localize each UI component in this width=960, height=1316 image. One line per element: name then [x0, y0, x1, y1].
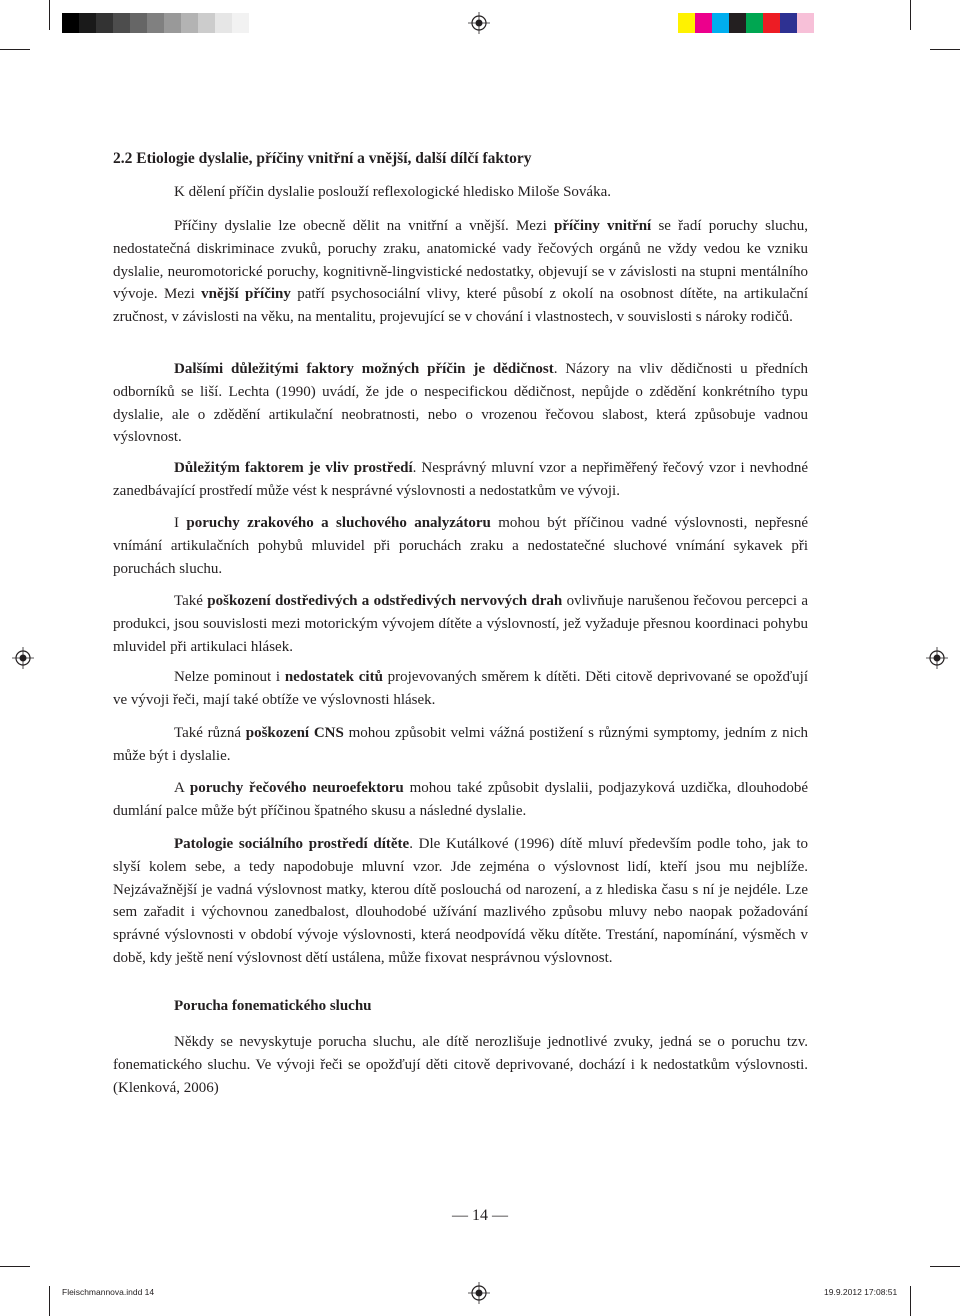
crop-mark	[49, 0, 50, 30]
gray-swatch	[181, 13, 198, 33]
paragraph-heredity: Dalšími důležitými faktory možných příčin je dědičnost. Názory na vliv dědičnosti u předních odborníků se liší. Lechta (1990) uvádí, že jde o nespecifickou dědičnost, nepůjde o zdědění konkrétního typu dyslalie, ale o zdědění artikulační neobratnosti, nebo o vrozenou řečovou slabost, která způsobuje vadnou výslovnost.	[113, 361, 808, 446]
gray-swatch	[113, 13, 130, 33]
gray-swatch	[164, 13, 181, 33]
crop-mark	[0, 1266, 30, 1267]
process-color-swatch	[729, 13, 746, 33]
page-number: — 14 —	[452, 1207, 508, 1224]
paragraph-nerve-pathways: Také poškození dostředivých a odstředivých nervových drah ovlivňuje narušenou řečovou percepci a produkci, jsou souvislosti mezi motorickým vývojem dítěte a výslovností, jež vyžaduje přesnou koordinaci pohybu mluvidel při artikulaci hlásek.	[113, 593, 808, 655]
paragraph-reflexology: K dělení příčin dyslalie poslouží reflexologické hledisko Miloše Sováka.	[174, 184, 611, 200]
gray-swatch	[130, 13, 147, 33]
crop-mark	[910, 1286, 911, 1316]
process-color-swatch	[678, 13, 695, 33]
process-color-bar	[678, 13, 831, 33]
paragraph-cns: Také různá poškození CNS mohou způsobit velmi vážná postižení s různými symptomy, jedním z nich může být i dyslalie.	[113, 725, 808, 764]
paragraph-internal-external-causes: Příčiny dyslalie lze obecně dělit na vnitřní a vnější. Mezi příčiny vnitřní se řadí poruchy sluchu, nedostatečná diskriminace zvuků, poruchy zraku, anatomické vady řečových orgánů ne vždy vedou ke vzniku dyslalie, neuromotorické poruchy, kognitivně-lingvistické nedostatky, objevují se v závislosti na stupni mentálního vývoje. Mezi vnější příčiny patří psychosociální vlivy, které působí z okolí na osobnost dítěte, na artikulační zručnost, v závislosti na věku, na mentalitu, projevující se v chování i vlastnostech, v souvislosti s nároky rodičů.	[113, 218, 808, 326]
crop-mark	[910, 0, 911, 30]
process-color-swatch	[814, 13, 831, 33]
gray-swatch	[232, 13, 249, 33]
paragraph-social-environment: Patologie sociálního prostředí dítěte. Dle Kutálkové (1996) dítě mluví především podle toho, jak to slyší kolem sebe, a tedy napodobuje mluvní vzor. Jde zejména o výslovnost lidí, kteří jsou mu nejblíže. Nejzávažnější je vadná výslovnost matky, kterou dítě poslouchá od narození, a z hlediska času s ní je nejdéle. Lze sem zařadit i výchovnou zanedbalost, dlouhodobé užívání mazlivého způsobu mluvy nebo naopak požadování správné výslovnosti v období vývoje výslovnosti, která neodpovídá věku dítěte. Trestání, napomínání, výsměch v době, kdy ještě není výslovnost dětí ustálena, může fixovat nesprávnou výslovnost.	[113, 836, 808, 966]
paragraph-environment: Důležitým faktorem je vliv prostředí. Nesprávný mluvní vzor a nepřiměřený řečový vzor i nevhodné zanedbávající prostředí může vést k nesprávné výslovnosti a nedostatkům ve vývoji.	[113, 460, 808, 499]
gray-swatch	[198, 13, 215, 33]
registration-mark-icon	[12, 647, 34, 669]
grayscale-color-bar	[62, 13, 249, 33]
process-color-swatch	[712, 13, 729, 33]
section-heading: 2.2 Etiologie dyslalie, příčiny vnitřní a vnější, další dílčí faktory	[113, 150, 532, 167]
gray-swatch	[96, 13, 113, 33]
registration-mark-icon	[468, 12, 490, 34]
crop-mark	[930, 1266, 960, 1267]
paragraph-phonematic-hearing: Někdy se nevyskytuje porucha sluchu, ale dítě nerozlišuje jednotlivé zvuky, jedná se o poruchu tzv. fonematického sluchu. Ve vývoji řeči se opožďují děti citově deprivované, dochází i k nedostatkům výslovnosti. (Klenková, 2006)	[113, 1034, 808, 1096]
paragraph-analyzers: I poruchy zrakového a sluchového analyzátoru mohou být příčinou vadné výslovnosti, nepřesné vnímání artikulačních pohybů mluvidel při poruchách zraku a nedostatečné sluchové vnímání sykavek při poruchách sluchu.	[113, 515, 809, 577]
gray-swatch	[79, 13, 96, 33]
gray-swatch	[147, 13, 164, 33]
slug-timestamp: 19.9.2012 17:08:51	[824, 1287, 898, 1297]
crop-mark	[0, 49, 30, 50]
registration-mark-icon	[926, 647, 948, 669]
subheading-phonematic-hearing: Porucha fonematického sluchu	[174, 998, 372, 1014]
slug-filename: Fleischmannova.indd 14	[62, 1287, 155, 1297]
registration-mark-icon	[468, 1282, 490, 1304]
process-color-swatch	[780, 13, 797, 33]
process-color-swatch	[695, 13, 712, 33]
gray-swatch	[62, 13, 79, 33]
process-color-swatch	[797, 13, 814, 33]
process-color-swatch	[746, 13, 763, 33]
gray-swatch	[215, 13, 232, 33]
paragraph-emotions: Nelze pominout i nedostatek citů projevovaných směrem k dítěti. Děti citově deprivované se opožďují ve vývoji řeči, mají také obtíže ve výslovnosti hlásek.	[113, 669, 808, 708]
crop-mark	[49, 1286, 50, 1316]
process-color-swatch	[763, 13, 780, 33]
crop-mark	[930, 49, 960, 50]
paragraph-neuroeffector: A poruchy řečového neuroefektoru mohou také způsobit dyslalii, podjazyková uzdička, dlouhodobé dumlání palce může být příčinou špatného skusu a následné dyslalie.	[113, 780, 808, 819]
